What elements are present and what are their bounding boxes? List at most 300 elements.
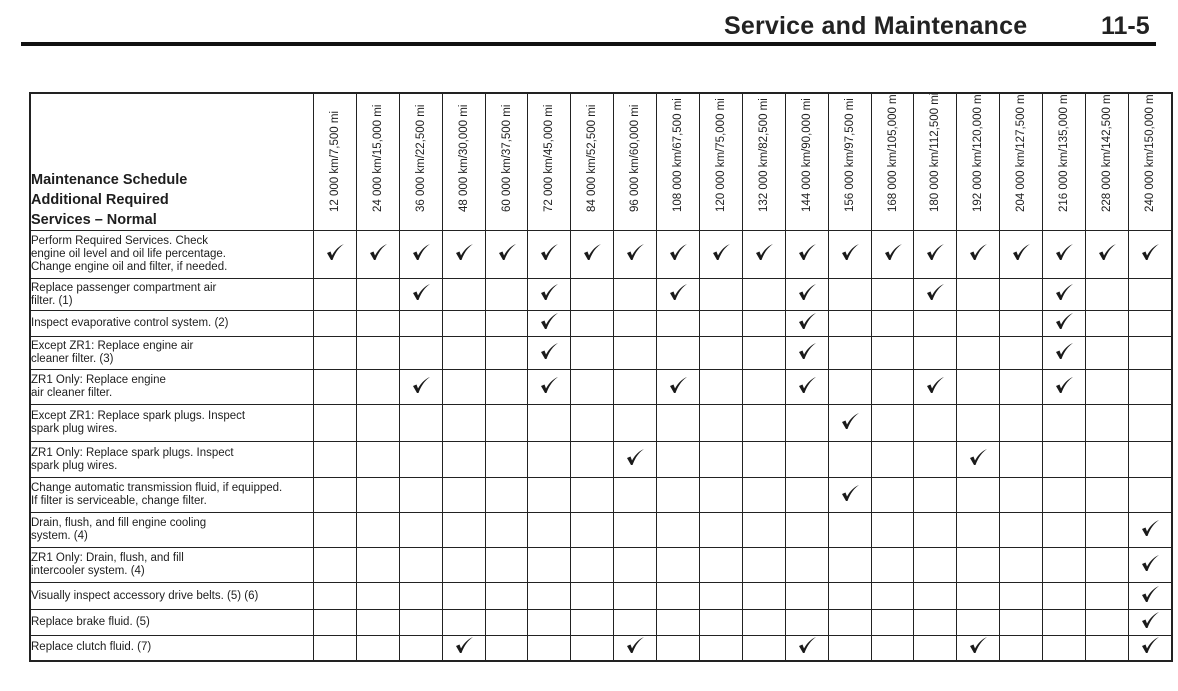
interval-column-header [1086, 93, 1129, 231]
service-description-line: Except ZR1: Replace engine air [31, 340, 194, 352]
schedule-cell-empty [485, 610, 528, 636]
service-description-line: ZR1 Only: Replace engine [31, 374, 166, 386]
schedule-cell-empty [657, 442, 700, 478]
schedule-cell-checked [657, 279, 700, 311]
schedule-cell-empty [1000, 548, 1043, 583]
schedule-cell-empty [1086, 583, 1129, 610]
schedule-cell-empty [356, 279, 399, 311]
schedule-cell-empty [785, 583, 828, 610]
checkmark-icon [668, 376, 688, 394]
schedule-cell-empty [1128, 311, 1171, 337]
service-description [30, 337, 314, 370]
service-description-line: Perform Required Services. Check [31, 235, 209, 247]
service-description [30, 231, 314, 279]
schedule-cell-empty [957, 513, 1000, 548]
schedule-cell-empty [657, 405, 700, 442]
schedule-cell-empty [314, 583, 357, 610]
schedule-cell-empty [742, 337, 785, 370]
schedule-cell-empty [785, 405, 828, 442]
schedule-cell-empty [657, 548, 700, 583]
schedule-cell-empty [356, 442, 399, 478]
schedule-cell-empty [614, 405, 657, 442]
schedule-cell-empty [485, 636, 528, 661]
schedule-cell-empty [356, 583, 399, 610]
checkmark-icon [1140, 636, 1160, 654]
checkmark-icon [1097, 243, 1117, 261]
schedule-cell-empty [485, 311, 528, 337]
schedule-cell-empty [614, 583, 657, 610]
schedule-cell-empty [614, 610, 657, 636]
interval-column-header [485, 93, 528, 231]
schedule-cell-empty [1086, 548, 1129, 583]
interval-label: 216 000 km/135,000 mi [1058, 91, 1071, 212]
schedule-cell-empty [700, 337, 743, 370]
schedule-cell-empty [1128, 442, 1171, 478]
schedule-cell-checked [1128, 231, 1171, 279]
schedule-cell-empty [1000, 370, 1043, 405]
schedule-cell-empty [957, 548, 1000, 583]
schedule-cell-empty [1086, 405, 1129, 442]
schedule-cell-checked [399, 231, 442, 279]
schedule-cell-checked [785, 636, 828, 661]
schedule-cell-checked [785, 311, 828, 337]
schedule-cell-empty [871, 478, 914, 513]
service-description-line: Replace brake fluid. (5) [31, 616, 150, 628]
schedule-cell-empty [828, 583, 871, 610]
schedule-cell-checked [528, 311, 571, 337]
schedule-cell-checked [657, 231, 700, 279]
schedule-cell-empty [485, 478, 528, 513]
schedule-cell-empty [828, 513, 871, 548]
interval-column-header [1128, 93, 1171, 231]
schedule-cell-empty [700, 311, 743, 337]
schedule-cell-empty [742, 370, 785, 405]
service-description-line: engine oil level and oil life percentage. [31, 248, 226, 260]
schedule-cell-checked [1043, 279, 1086, 311]
schedule-cell-empty [828, 636, 871, 661]
service-description-line: Replace clutch fluid. (7) [31, 641, 152, 654]
schedule-cell-checked [614, 442, 657, 478]
schedule-cell-empty [700, 636, 743, 661]
schedule-cell-empty [871, 636, 914, 661]
interval-column-header [442, 93, 485, 231]
schedule-cell-empty [314, 442, 357, 478]
schedule-cell-checked [528, 370, 571, 405]
checkmark-icon [754, 243, 774, 261]
schedule-cell-empty [528, 442, 571, 478]
schedule-cell-empty [828, 370, 871, 405]
schedule-cell-checked [785, 370, 828, 405]
schedule-cell-empty [485, 370, 528, 405]
checkmark-icon [925, 283, 945, 301]
schedule-cell-empty [828, 610, 871, 636]
table-header-row [30, 93, 1172, 231]
schedule-cell-empty [442, 513, 485, 548]
schedule-cell-checked [356, 231, 399, 279]
schedule-cell-empty [914, 311, 957, 337]
interval-column-header [1043, 93, 1086, 231]
schedule-cell-empty [828, 337, 871, 370]
interval-label: 156 000 km/97,500 mi [843, 98, 856, 212]
checkmark-icon [625, 636, 645, 654]
checkmark-icon [968, 243, 988, 261]
interval-column-header [657, 93, 700, 231]
schedule-cell-empty [571, 311, 614, 337]
checkmark-icon [539, 243, 559, 261]
schedule-cell-empty [528, 610, 571, 636]
interval-label: 168 000 km/105,000 mi [886, 91, 899, 212]
schedule-cell-checked [571, 231, 614, 279]
table-row [30, 548, 1172, 583]
schedule-cell-empty [742, 405, 785, 442]
interval-label: 144 000 km/90,000 mi [800, 98, 813, 212]
schedule-cell-empty [571, 279, 614, 311]
schedule-cell-checked [1043, 370, 1086, 405]
table-row [30, 513, 1172, 548]
schedule-cell-checked [1043, 311, 1086, 337]
schedule-cell-empty [657, 636, 700, 661]
interval-column-header [399, 93, 442, 231]
schedule-cell-empty [871, 610, 914, 636]
schedule-cell-checked [399, 370, 442, 405]
schedule-cell-empty [957, 610, 1000, 636]
schedule-cell-empty [442, 583, 485, 610]
schedule-cell-checked [657, 370, 700, 405]
schedule-cell-empty [1043, 610, 1086, 636]
schedule-cell-empty [700, 279, 743, 311]
checkmark-icon [1140, 554, 1160, 572]
schedule-cell-empty [742, 478, 785, 513]
schedule-cell-empty [700, 405, 743, 442]
checkmark-icon [1140, 243, 1160, 261]
schedule-cell-empty [442, 548, 485, 583]
header-rule [21, 42, 1156, 46]
schedule-cell-empty [485, 513, 528, 548]
checkmark-icon [1140, 519, 1160, 537]
schedule-cell-checked [785, 337, 828, 370]
interval-label: 72 000 km/45,000 mi [543, 104, 556, 212]
schedule-cell-empty [1043, 478, 1086, 513]
interval-label: 36 000 km/22,500 mi [414, 104, 427, 212]
schedule-cell-empty [742, 311, 785, 337]
service-description-line: Change engine oil and filter, if needed. [31, 261, 228, 273]
schedule-cell-empty [1043, 405, 1086, 442]
interval-column-header [614, 93, 657, 231]
schedule-cell-checked [957, 442, 1000, 478]
checkmark-icon [625, 243, 645, 261]
schedule-cell-empty [399, 442, 442, 478]
checkmark-icon [411, 243, 431, 261]
schedule-cell-empty [485, 279, 528, 311]
checkmark-icon [883, 243, 903, 261]
checkmark-icon [1140, 585, 1160, 603]
schedule-cell-empty [571, 610, 614, 636]
checkmark-icon [539, 342, 559, 360]
interval-column-header [957, 93, 1000, 231]
service-description [30, 478, 314, 513]
schedule-cell-checked [528, 337, 571, 370]
schedule-cell-empty [957, 279, 1000, 311]
schedule-cell-empty [1043, 548, 1086, 583]
schedule-cell-empty [742, 583, 785, 610]
service-description [30, 548, 314, 583]
schedule-cell-empty [571, 337, 614, 370]
schedule-cell-empty [1128, 405, 1171, 442]
service-description [30, 513, 314, 548]
interval-column-header [871, 93, 914, 231]
schedule-cell-empty [571, 636, 614, 661]
service-description-line: system. (4) [31, 530, 88, 542]
schedule-cell-empty [1000, 478, 1043, 513]
schedule-cell-checked [828, 231, 871, 279]
schedule-cell-checked [314, 231, 357, 279]
schedule-cell-empty [485, 405, 528, 442]
schedule-cell-checked [1128, 610, 1171, 636]
service-description-line: intercooler system. (4) [31, 565, 145, 577]
schedule-cell-checked [1086, 231, 1129, 279]
interval-column-header [828, 93, 871, 231]
schedule-cell-empty [614, 478, 657, 513]
schedule-cell-empty [742, 442, 785, 478]
table-row [30, 231, 1172, 279]
schedule-cell-empty [399, 478, 442, 513]
schedule-cell-empty [1086, 513, 1129, 548]
schedule-cell-empty [314, 337, 357, 370]
schedule-cell-checked [442, 636, 485, 661]
checkmark-icon [968, 448, 988, 466]
schedule-cell-empty [571, 370, 614, 405]
schedule-cell-empty [399, 583, 442, 610]
checkmark-icon [411, 376, 431, 394]
schedule-cell-empty [957, 337, 1000, 370]
schedule-cell-checked [914, 370, 957, 405]
service-description-line: Replace passenger compartment air [31, 281, 217, 294]
schedule-cell-empty [914, 548, 957, 583]
schedule-cell-empty [957, 370, 1000, 405]
schedule-cell-empty [571, 513, 614, 548]
checkmark-icon [840, 412, 860, 430]
checkmark-icon [1054, 342, 1074, 360]
checkmark-icon [925, 243, 945, 261]
checkmark-icon [1140, 611, 1160, 629]
schedule-cell-empty [957, 311, 1000, 337]
interval-label: 24 000 km/15,000 mi [371, 104, 384, 212]
checkmark-icon [1054, 376, 1074, 394]
schedule-cell-checked [914, 231, 957, 279]
schedule-cell-empty [742, 513, 785, 548]
schedule-cell-empty [657, 610, 700, 636]
schedule-cell-empty [742, 636, 785, 661]
schedule-cell-empty [614, 548, 657, 583]
service-description [30, 405, 314, 442]
interval-column-header [785, 93, 828, 231]
schedule-cell-empty [957, 583, 1000, 610]
table-row [30, 442, 1172, 478]
schedule-cell-empty [1128, 337, 1171, 370]
schedule-cell-checked [1128, 583, 1171, 610]
interval-label: 204 000 km/127,500 mi [1015, 91, 1028, 212]
schedule-cell-checked [1043, 231, 1086, 279]
checkmark-icon [797, 376, 817, 394]
checkmark-icon [797, 312, 817, 330]
schedule-cell-empty [356, 610, 399, 636]
schedule-cell-checked [614, 231, 657, 279]
schedule-cell-empty [957, 478, 1000, 513]
schedule-cell-empty [485, 337, 528, 370]
checkmark-icon [1011, 243, 1031, 261]
checkmark-icon [668, 283, 688, 301]
schedule-cell-empty [1086, 636, 1129, 661]
schedule-cell-checked [1000, 231, 1043, 279]
checkmark-icon [968, 636, 988, 654]
schedule-cell-empty [1128, 478, 1171, 513]
schedule-cell-empty [356, 636, 399, 661]
schedule-cell-empty [399, 337, 442, 370]
schedule-cell-checked [1043, 337, 1086, 370]
schedule-cell-empty [442, 311, 485, 337]
schedule-cell-empty [700, 478, 743, 513]
schedule-cell-checked [742, 231, 785, 279]
checkmark-icon [454, 243, 474, 261]
schedule-cell-empty [657, 337, 700, 370]
schedule-cell-checked [785, 231, 828, 279]
service-description [30, 311, 314, 337]
schedule-cell-empty [1043, 583, 1086, 610]
schedule-cell-empty [914, 478, 957, 513]
schedule-cell-empty [399, 548, 442, 583]
interval-label: 60 000 km/37,500 mi [500, 104, 513, 212]
schedule-cell-empty [700, 610, 743, 636]
interval-label: 96 000 km/60,000 mi [629, 104, 642, 212]
schedule-cell-empty [828, 442, 871, 478]
schedule-cell-empty [614, 370, 657, 405]
checkmark-icon [325, 243, 345, 261]
schedule-cell-empty [742, 548, 785, 583]
schedule-cell-empty [785, 478, 828, 513]
schedule-cell-empty [657, 583, 700, 610]
corner-title-line: Maintenance Schedule [31, 172, 188, 188]
schedule-cell-empty [914, 513, 957, 548]
schedule-cell-empty [1000, 311, 1043, 337]
interval-column-header [1000, 93, 1043, 231]
checkmark-icon [668, 243, 688, 261]
schedule-cell-empty [485, 583, 528, 610]
service-description-line: Change automatic transmission fluid, if equipped. [31, 482, 283, 494]
schedule-cell-empty [571, 405, 614, 442]
schedule-cell-empty [828, 548, 871, 583]
service-description-line: If filter is serviceable, change filter. [31, 495, 207, 507]
schedule-cell-empty [1086, 370, 1129, 405]
schedule-cell-empty [314, 370, 357, 405]
interval-label: 12 000 km/7,500 mi [328, 110, 341, 212]
service-description-line: Drain, flush, and fill engine cooling [31, 517, 207, 529]
schedule-cell-empty [785, 610, 828, 636]
schedule-cell-empty [785, 548, 828, 583]
schedule-cell-empty [442, 405, 485, 442]
schedule-cell-empty [528, 548, 571, 583]
schedule-cell-empty [1000, 442, 1043, 478]
interval-column-header [356, 93, 399, 231]
service-description-line: filter. (1) [31, 294, 73, 307]
service-description-line: air cleaner filter. [31, 387, 113, 399]
service-description-line: cleaner filter. (3) [31, 353, 114, 365]
service-description-line: Except ZR1: Replace spark plugs. Inspect [31, 410, 246, 422]
interval-column-header [914, 93, 957, 231]
schedule-cell-empty [314, 405, 357, 442]
corner-title-line: Services – Normal [31, 212, 157, 228]
page-number: 11-5 [1101, 12, 1150, 40]
checkmark-icon [797, 342, 817, 360]
schedule-cell-empty [914, 337, 957, 370]
schedule-cell-checked [399, 279, 442, 311]
schedule-cell-empty [485, 442, 528, 478]
schedule-cell-empty [785, 513, 828, 548]
schedule-cell-empty [657, 513, 700, 548]
checkmark-icon [797, 283, 817, 301]
schedule-cell-empty [571, 442, 614, 478]
schedule-cell-checked [442, 231, 485, 279]
interval-label: 192 000 km/120,000 mi [972, 91, 985, 212]
schedule-cell-empty [614, 311, 657, 337]
page-header [0, 0, 1178, 50]
schedule-cell-empty [356, 478, 399, 513]
schedule-cell-empty [614, 513, 657, 548]
schedule-cell-empty [1000, 513, 1043, 548]
schedule-cell-empty [871, 311, 914, 337]
checkmark-icon [539, 312, 559, 330]
interval-label: 180 000 km/112,500 mi [929, 92, 942, 212]
checkmark-icon [840, 243, 860, 261]
schedule-cell-checked [914, 279, 957, 311]
schedule-cell-empty [700, 583, 743, 610]
schedule-cell-empty [914, 636, 957, 661]
checkmark-icon [454, 636, 474, 654]
schedule-cell-empty [314, 610, 357, 636]
schedule-cell-empty [314, 478, 357, 513]
schedule-cell-empty [742, 610, 785, 636]
schedule-cell-checked [871, 231, 914, 279]
table-row [30, 311, 1172, 337]
service-description [30, 636, 314, 661]
schedule-cell-empty [356, 370, 399, 405]
interval-label: 120 000 km/75,000 mi [714, 98, 727, 212]
schedule-cell-empty [828, 279, 871, 311]
schedule-cell-empty [442, 370, 485, 405]
table-row [30, 337, 1172, 370]
schedule-cell-empty [871, 405, 914, 442]
schedule-cell-empty [700, 548, 743, 583]
interval-column-header [528, 93, 571, 231]
schedule-cell-empty [442, 442, 485, 478]
schedule-cell-empty [914, 405, 957, 442]
schedule-cell-empty [399, 311, 442, 337]
schedule-cell-empty [1086, 311, 1129, 337]
checkmark-icon [539, 283, 559, 301]
checkmark-icon [797, 636, 817, 654]
schedule-cell-checked [1128, 636, 1171, 661]
schedule-cell-empty [1000, 583, 1043, 610]
schedule-cell-empty [314, 636, 357, 661]
service-description-line: spark plug wires. [31, 459, 118, 472]
schedule-cell-checked [785, 279, 828, 311]
schedule-cell-checked [700, 231, 743, 279]
schedule-cell-empty [356, 337, 399, 370]
schedule-cell-checked [528, 279, 571, 311]
schedule-cell-empty [399, 513, 442, 548]
service-description-line: ZR1 Only: Drain, flush, and fill [31, 552, 184, 564]
schedule-cell-empty [356, 513, 399, 548]
schedule-cell-empty [1000, 610, 1043, 636]
